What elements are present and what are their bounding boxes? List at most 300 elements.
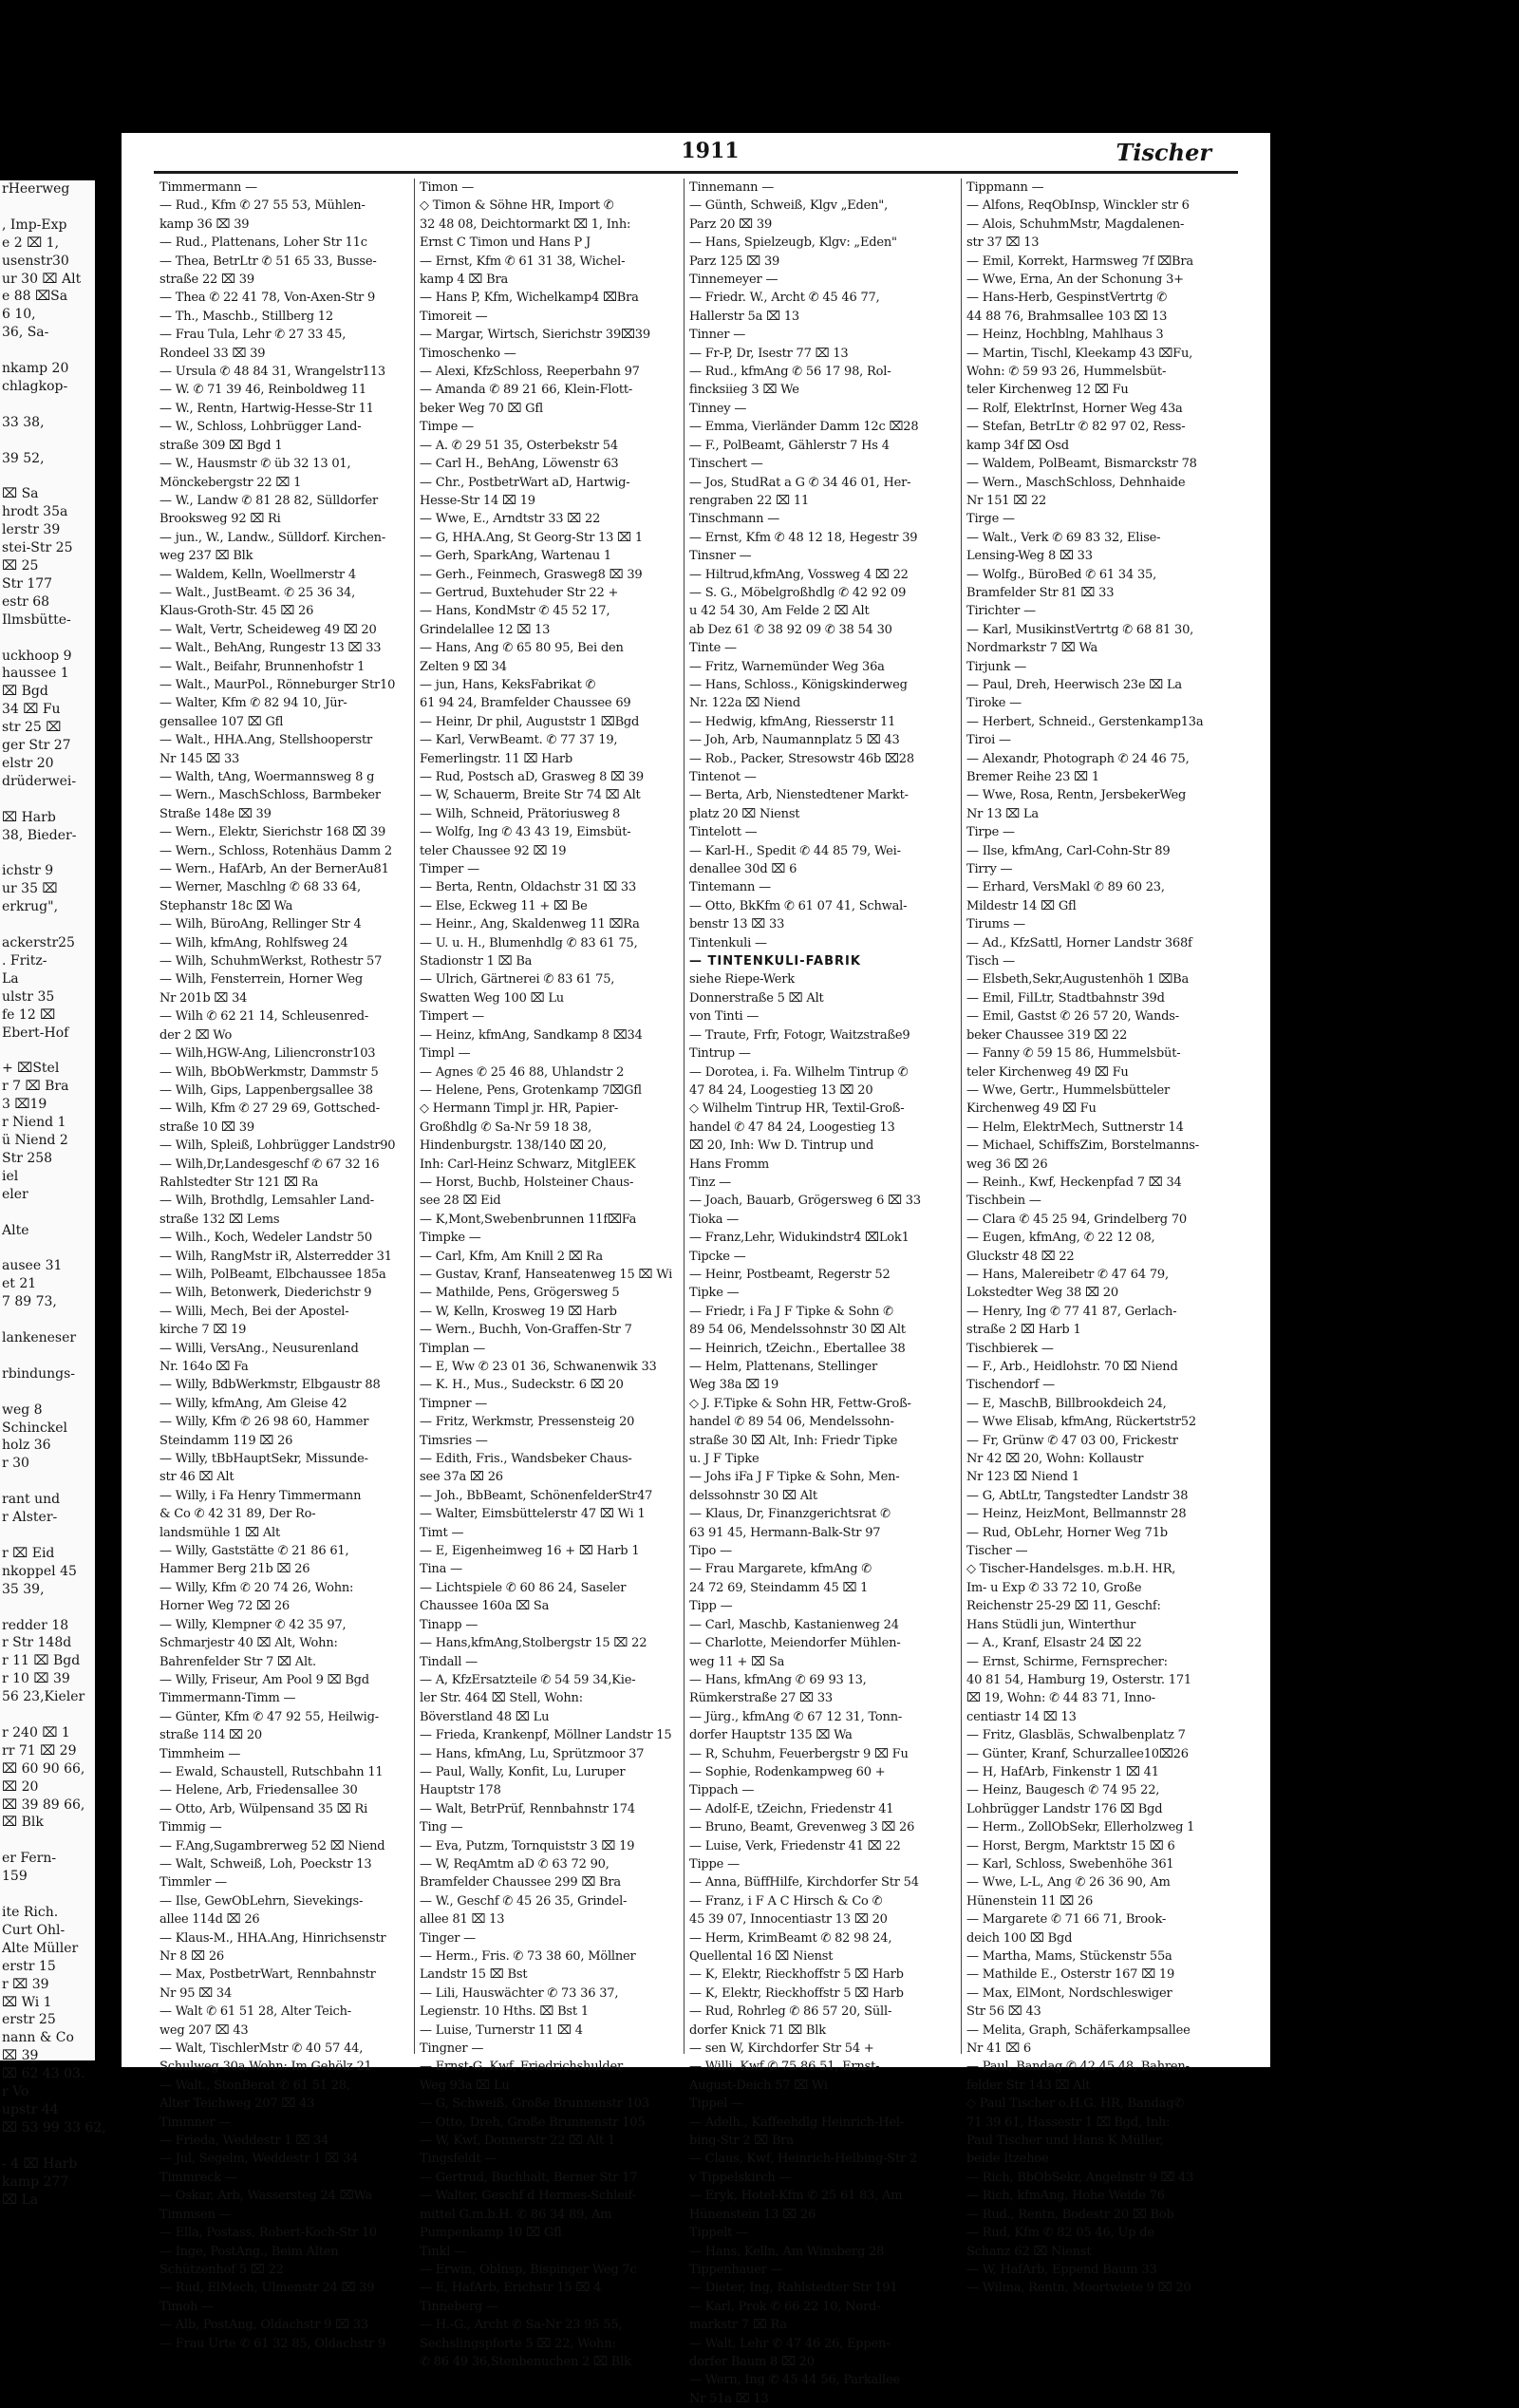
directory-entry-line: Nr 95 ⌧ 34	[159, 1985, 233, 2001]
column-rule	[961, 179, 962, 2054]
directory-entry-line: Nordmarkstr 7 ⌧ Wa	[966, 641, 1098, 656]
directory-entry-line: Quellental 16 ⌧ Nienst	[689, 1949, 834, 1964]
directory-entry-line: beide Itzehoe	[966, 2152, 1049, 2167]
directory-entry-line: 63 91 45, Hermann-Balk-Str 97	[689, 1525, 881, 1540]
directory-entry-line: rengraben 22 ⌧ 11	[689, 493, 810, 508]
directory-entry-line: Tipcke —	[689, 1249, 746, 1264]
directory-entry-line: Tipp —	[689, 1599, 733, 1614]
directory-entry-line: — Traute, Frfr, Fotogr, Waitzstraße9	[689, 1027, 910, 1043]
previous-page-text-fragment: Str 258	[2, 1150, 53, 1166]
directory-entry-line: — Gertrud, Buxtehuder Str 22 +	[420, 585, 619, 600]
directory-entry-line: Hesse-Str 14 ⌧ 19	[420, 493, 535, 508]
running-head: Tischer	[1116, 139, 1211, 166]
directory-entry-line: — Wilh, BbObWerkmstr, Dammstr 5	[159, 1064, 379, 1080]
previous-page-text-fragment: erstr 15	[2, 1958, 56, 1974]
directory-entry-line: Chaussee 160a ⌧ Sa	[420, 1599, 550, 1614]
directory-entry-line: Tinschmann —	[689, 512, 780, 527]
directory-entry-line: Tinger —	[420, 1930, 476, 1946]
directory-entry-line: — Martha, Mams, Stückenstr 55a	[966, 1949, 1172, 1964]
previous-page-text-fragment	[0, 1832, 95, 1850]
directory-entry-line: — Erhard, VersMakl ✆ 89 60 23,	[966, 880, 1165, 895]
directory-entry-line: Tintelott —	[689, 825, 758, 840]
header-rule	[154, 171, 1238, 174]
directory-entry-line: — Herm, KrimBeamt ✆ 82 98 24,	[689, 1930, 892, 1946]
directory-entry-line: ◇ Tischer-Handelsges. m.b.H. HR,	[966, 1562, 1176, 1577]
directory-entry-line: Tinapp —	[420, 1617, 478, 1632]
previous-page-text-fragment: r 10 ⌧ 39	[2, 1671, 70, 1687]
directory-entry-line: Tinsner —	[689, 549, 752, 564]
directory-entry-line: — Walt, Lehr ✆ 47 46 26, Eppen-	[689, 2336, 891, 2351]
directory-entry-line: Sechslingspforte 5 ⌧ 22, Wohn:	[420, 2336, 616, 2351]
previous-page-text-fragment: r ⌧ 39	[2, 1976, 49, 1992]
directory-entry-line: — Wilh, kfmAng, Rohlfsweg 24	[159, 935, 348, 950]
directory-entry-line: siehe Riepe-Werk	[689, 972, 795, 988]
directory-entry-line: — Günter, Kfm ✆ 47 92 55, Heilwig-	[159, 1709, 379, 1724]
directory-entry-line: — Stefan, BetrLtr ✆ 82 97 02, Ress-	[966, 420, 1186, 435]
previous-page-text-fragment: kamp 277	[2, 2173, 69, 2190]
directory-entry-line: Timpke —	[420, 1231, 481, 1246]
directory-entry-line: Inh: Carl-Heinz Schwarz, MitglEEK	[420, 1157, 636, 1172]
directory-entry-line: Schützenhof 5 ⌧ 22	[159, 2262, 284, 2277]
directory-entry-line: — Heinz, Hochblng, Mahlhaus 3	[966, 328, 1164, 343]
previous-page-text-fragment: rHeerweg	[2, 181, 70, 197]
previous-page-text-fragment: ur 30 ⌧ Alt	[2, 271, 82, 287]
previous-page-text-fragment: rbindungs-	[2, 1365, 76, 1382]
directory-column-2	[420, 179, 678, 2369]
directory-entry-line: — Eva, Putzm, Tornquiststr 3 ⌧ 19	[420, 1838, 635, 1853]
directory-entry-line: Rümkerstraße 27 ⌧ 33	[689, 1691, 833, 1706]
previous-page-text-fragment: ⌧ 20	[2, 1778, 39, 1795]
previous-page-text-fragment: 6 10,	[2, 307, 36, 323]
directory-entry-line: — Rich, BbObSekr, Angelnstr 9 ⌧ 43	[966, 2170, 1194, 2185]
directory-entry-line: — Ernst, Kfm ✆ 48 12 18, Hegestr 39	[689, 530, 918, 545]
directory-entry-line: dorfer Knick 71 ⌧ Blk	[689, 2022, 826, 2038]
previous-page-text-fragment: drüderwei-	[2, 773, 77, 789]
directory-entry-line: — Helene, Arb, Friedensallee 30	[159, 1783, 358, 1798]
directory-entry-line: Hammer Berg 21b ⌧ 26	[159, 1562, 310, 1577]
directory-entry-line: — Helene, Pens, Grotenkamp 7⌧Gfl	[420, 1082, 642, 1098]
directory-entry-line: — E, MaschB, Billbrookdeich 24,	[966, 1396, 1167, 1411]
directory-entry-line: — Horst, Buchb, Holsteiner Chaus-	[420, 1175, 634, 1190]
directory-entry-line: — Wilh, BüroAng, Rellinger Str 4	[159, 917, 362, 932]
directory-entry-line: — Gertrud, Buchhalt, Berner Str 17	[420, 2170, 638, 2185]
directory-entry-line: — Frieda, Krankenpf, Möllner Landstr 15	[420, 1728, 672, 1743]
previous-page-text-fragment: ⌧ 39 89 66,	[2, 1797, 85, 1813]
directory-entry-line: — Claus, Kwf, Heinrich-Helbing-Str 2	[689, 2152, 918, 2167]
previous-page-text-fragment: Alte	[2, 1222, 29, 1238]
previous-page-text-fragment: r Niend 1	[2, 1115, 66, 1131]
directory-entry-line: 61 94 24, Bramfelder Chaussee 69	[420, 696, 631, 711]
directory-entry-line: — Willi, VersAng., Neusurenland	[159, 1341, 359, 1356]
directory-entry-line: 40 81 54, Hamburg 19, Osterstr. 171	[966, 1672, 1191, 1687]
directory-entry-line: — F.Ang,Sugambrerweg 52 ⌧ Niend	[159, 1838, 385, 1853]
directory-entry-line: — W., Landw ✆ 81 28 82, Sülldorfer	[159, 493, 379, 508]
directory-entry-line: — Elsbeth,Sekr,Augustenhöh 1 ⌧Ba	[966, 972, 1189, 988]
directory-entry-line: — Adolf-E, tZeichn, Friedenstr 41	[689, 1801, 894, 1816]
directory-entry-line: Nr 151 ⌧ 22	[966, 493, 1047, 508]
directory-entry-line: 24 72 69, Steindamm 45 ⌧ 1	[689, 1580, 869, 1595]
directory-entry-line: — Amanda ✆ 89 21 66, Klein-Flott-	[420, 383, 633, 398]
previous-page-text-fragment: 34 ⌧ Fu	[2, 702, 61, 718]
previous-page-text-fragment: lerstr 39	[2, 522, 61, 538]
directory-entry-line: u. J F Tipke	[689, 1452, 760, 1467]
directory-entry-line: — Walter, Eimsbüttelerstr 47 ⌧ Wi 1	[420, 1507, 646, 1522]
directory-entry-line: straße 10 ⌧ 39	[159, 1119, 254, 1135]
directory-entry-line: straße 30 ⌧ Alt, Inh: Friedr Tipke	[689, 1433, 898, 1448]
directory-entry-line: — Fr-P, Dr, Isestr 77 ⌧ 13	[689, 346, 849, 361]
previous-page-text-fragment: str 25 ⌧	[2, 720, 62, 736]
directory-entry-line: — Wwe, Gertr., Hummelsbütteler	[966, 1082, 1171, 1098]
directory-entry-line: kirche 7 ⌧ 19	[159, 1323, 247, 1338]
directory-entry-line: teler Kirchenweg 12 ⌧ Fu	[966, 383, 1129, 398]
directory-entry-line: — Walt., Beifahr, Brunnenhofstr 1	[159, 659, 366, 674]
previous-page-text-fragment: 159	[2, 1869, 28, 1885]
directory-entry-line: — H.-G., Archt ✆ Sa-Nr 23 95 55,	[420, 2318, 623, 2333]
directory-entry-line: Reichenstr 25-29 ⌧ 11, Geschf:	[966, 1599, 1161, 1614]
previous-page-text-fragment: r Str 148d	[2, 1635, 72, 1651]
directory-entry-line: ✆ 86 49 36,Stenbenuchen 2 ⌧ Blk	[420, 2354, 631, 2369]
directory-entry-line: Timmner —	[159, 2115, 232, 2130]
directory-entry-line: Tinschert —	[689, 457, 763, 472]
directory-entry-line: Grindelallee 12 ⌧ 13	[420, 622, 551, 637]
scan-margin	[1270, 0, 1519, 2067]
directory-entry-line: — A., Kranf, Elsastr 24 ⌧ 22	[966, 1636, 1142, 1651]
previous-page-text-fragment	[0, 198, 95, 216]
directory-entry-line: — Fritz, Warnemünder Weg 36a	[689, 659, 885, 674]
directory-entry-line: — Wilh, Betonwerk, Diederichstr 9	[159, 1286, 372, 1301]
directory-entry-line: — Henry, Ing ✆ 77 41 87, Gerlach-	[966, 1304, 1177, 1319]
directory-entry-line: Lokstedter Weg 38 ⌧ 20	[966, 1286, 1118, 1301]
directory-entry-line: beker Weg 70 ⌧ Gfl	[420, 401, 543, 416]
directory-entry-line: Zelten 9 ⌧ 34	[420, 659, 507, 674]
directory-entry-line: & Co ✆ 42 31 89, Der Ro-	[159, 1507, 316, 1522]
directory-entry-line: — Frieda, Weddestr 1 ⌧ 34	[159, 2134, 329, 2149]
previous-page-text-fragment: nkoppel 45	[2, 1563, 77, 1579]
previous-page-text-fragment: holz 36	[2, 1438, 51, 1454]
directory-entry-line: — Waldem, Kelln, Woellmerstr 4	[159, 567, 356, 582]
directory-entry-line: — Frau Margarete, kfmAng ✆	[689, 1562, 872, 1577]
directory-entry-line: — Karl, Schloss, Swebenhöhe 361	[966, 1856, 1174, 1872]
previous-page-text-fragment: r Alster-	[2, 1510, 58, 1526]
directory-entry-line: — Berta, Arb, Nienstedtener Markt-	[689, 788, 909, 803]
directory-entry-line: Timpl —	[420, 1046, 471, 1062]
directory-entry-line: — TINTENKULI-FABRIK	[689, 954, 861, 969]
directory-entry-line: — Melita, Graph, Schäferkampsallee	[966, 2022, 1191, 2038]
directory-entry-line: weg 237 ⌧ Blk	[159, 549, 253, 564]
directory-entry-line: — Hans-Herb, GespinstVertrtg ✆	[966, 291, 1168, 306]
directory-entry-line: — Wilh, Fensterrein, Horner Weg	[159, 972, 364, 988]
directory-entry-line: Timmler —	[159, 1875, 227, 1891]
directory-entry-line: Tinz —	[689, 1175, 731, 1190]
directory-entry-line: — K, Elektr, Rieckhoffstr 5 ⌧ Harb	[689, 1967, 904, 1983]
directory-entry-line: Lohbrügger Landstr 176 ⌧ Bgd	[966, 1801, 1163, 1816]
directory-entry-line: — Fritz, Glasbläs, Schwalbenplatz 7	[966, 1728, 1186, 1743]
directory-entry-line: — Paul, Wally, Konfit, Lu, Luruper	[420, 1764, 626, 1779]
previous-page-text-fragment: erkrug",	[2, 899, 59, 915]
directory-entry-line: — Hans, Spielzeugb, Klgv: „Eden"	[689, 235, 897, 251]
directory-entry-line: — Wern., MaschSchloss, Dehnhaide	[966, 475, 1186, 490]
directory-entry-line: — Luise, Turnerstr 11 ⌧ 4	[420, 2022, 583, 2038]
directory-entry-line: Großhdlg ✆ Sa-Nr 59 18 38,	[420, 1119, 592, 1135]
directory-entry-line: Bahrenfelder Str 7 ⌧ Alt.	[159, 1654, 316, 1669]
directory-entry-line: — Ella, Postass, Robert-Koch-Str 10	[159, 2226, 377, 2241]
directory-entry-line: benstr 13 ⌧ 33	[689, 917, 785, 932]
directory-entry-line: — Mathilde E., Osterstr 167 ⌧ 19	[966, 1967, 1175, 1983]
directory-entry-line: — Wilh, SchuhmWerkst, Rothestr 57	[159, 954, 383, 969]
directory-entry-line: — Jul, Segelm, Weddestr 1 ⌧ 34	[159, 2152, 359, 2167]
directory-entry-line: — Willy, Kfm ✆ 20 74 26, Wohn:	[159, 1580, 354, 1595]
directory-entry-line: — Hans, Schloss., Königskinderweg	[689, 677, 908, 692]
previous-page-text-fragment: eler	[2, 1186, 28, 1202]
directory-entry-line: Timoh —	[159, 2299, 215, 2314]
directory-entry-line: Im- u Exp ✆ 33 72 10, Große	[966, 1580, 1142, 1595]
directory-entry-line: — Gerh, SparkAng, Wartenau 1	[420, 549, 611, 564]
directory-entry-line: denallee 30d ⌧ 6	[689, 862, 797, 877]
directory-entry-line: — Emil, Gastst ✆ 26 57 20, Wands-	[966, 1009, 1179, 1025]
directory-entry-line: delssohnstr 30 ⌧ Alt	[689, 1488, 817, 1503]
directory-entry-line: Tischendorf —	[966, 1378, 1055, 1393]
directory-entry-line: — Hans, kfmAng, Lu, Sprützmoor 37	[420, 1746, 645, 1761]
directory-entry-line: Nr 41 ⌧ 6	[966, 2041, 1031, 2057]
directory-entry-line: — Willi, Mech, Bei der Apostel-	[159, 1304, 349, 1319]
directory-entry-line: centiastr 14 ⌧ 13	[966, 1709, 1077, 1724]
directory-entry-line: Timon —	[420, 180, 475, 195]
previous-page-text-fragment: 38, Bieder-	[2, 827, 77, 843]
previous-page-text-fragment	[0, 1043, 95, 1061]
directory-entry-line: Parz 20 ⌧ 39	[689, 216, 773, 232]
directory-entry-line: — Joh, Arb, Naumannplatz 5 ⌧ 43	[689, 733, 900, 748]
directory-entry-line: bing-Str 2 ⌧ Bra	[689, 2134, 794, 2149]
previous-page-text-fragment	[0, 1383, 95, 1402]
directory-entry-line: — Th., Maschb., Stillberg 12	[159, 309, 333, 324]
directory-entry-line: landsmühle 1 ⌧ Alt	[159, 1525, 281, 1540]
directory-entry-line: — Ernst, Kfm ✆ 61 31 38, Wichel-	[420, 254, 626, 269]
directory-entry-line: ◇ J. F.Tipke & Sohn HR, Fettw-Groß-	[689, 1396, 911, 1411]
directory-entry-line: Horner Weg 72 ⌧ 26	[159, 1599, 290, 1614]
previous-page-text-fragment: iel	[2, 1168, 19, 1184]
directory-entry-line: — Carl, Maschb, Kastanienweg 24	[689, 1617, 899, 1632]
directory-entry-line: Timmheim —	[159, 1746, 241, 1761]
directory-entry-line: Bramfelder Chaussee 299 ⌧ Bra	[420, 1875, 621, 1891]
directory-entry-line: ab Dez 61 ✆ 38 92 09 ✆ 38 54 30	[689, 622, 892, 637]
directory-entry-line: Tirums —	[966, 917, 1025, 932]
directory-entry-line: — Alois, SchuhmMstr, Magdalenen-	[966, 216, 1185, 232]
directory-entry-line: — Emma, Vierländer Damm 12c ⌧28	[689, 420, 919, 435]
directory-entry-line: Tirjunk —	[966, 659, 1027, 674]
previous-page-text-fragment	[0, 630, 95, 648]
previous-page-text-fragment: r 30	[2, 1456, 29, 1472]
directory-entry-line: — Wilh,HGW-Ang, Liliencronstr103	[159, 1046, 376, 1062]
directory-entry-line: teler Chaussee 92 ⌧ 19	[420, 843, 567, 858]
previous-page-text-fragment: nann & Co	[2, 2030, 74, 2046]
directory-entry-line: — Helm, Plattenans, Stellinger	[689, 1360, 878, 1374]
directory-entry-line: — Walt, BetrPrüf, Rennbahnstr 174	[420, 1801, 635, 1816]
directory-entry-line: — U. u. H., Blumenhdlg ✆ 83 61 75,	[420, 935, 638, 950]
directory-entry-line: — Hans P, Kfm, Wichelkamp4 ⌧Bra	[420, 291, 639, 306]
previous-page-text-fragment: 36, Sa-	[2, 325, 49, 341]
directory-entry-line: — Friedr. W., Archt ✆ 45 46 77,	[689, 291, 880, 306]
directory-entry-line: 47 84 24, Loogestieg 13 ⌧ 20	[689, 1082, 873, 1098]
directory-entry-line: Tischer —	[966, 1544, 1028, 1559]
directory-entry-line: dorfer Hauptstr 135 ⌧ Wa	[689, 1728, 853, 1743]
directory-entry-line: — Jos, StudRat a G ✆ 34 46 01, Her-	[689, 475, 911, 490]
directory-entry-line: deich 100 ⌧ Bgd	[966, 1930, 1073, 1946]
previous-page-text-fragment: . Fritz-	[2, 952, 47, 969]
directory-page	[122, 133, 1270, 2406]
directory-entry-line: Timmig —	[159, 1820, 222, 1835]
directory-entry-line: teler Kirchenweg 49 ⌧ Fu	[966, 1064, 1129, 1080]
directory-entry-line: — Frau Urte ✆ 61 32 85, Oldachstr 9	[159, 2336, 386, 2351]
directory-entry-line: — W, HafArb, Eppend Baum 33	[966, 2262, 1157, 2277]
directory-entry-line: — Willy, tBbHauptSekr, Missunde-	[159, 1452, 368, 1467]
directory-entry-line: — Wilh ✆ 62 21 14, Schleusenred-	[159, 1009, 369, 1025]
directory-entry-line: — Carl H., BehAng, Löwenstr 63	[420, 457, 619, 472]
directory-entry-line: Tingsfeldt —	[420, 2152, 497, 2167]
directory-entry-line: — Rud, Postsch aD, Grasweg 8 ⌧ 39	[420, 770, 645, 784]
directory-entry-line: Tiroke —	[966, 696, 1022, 711]
directory-entry-line: Tinnemeyer —	[689, 273, 778, 288]
directory-entry-line: ler Str. 464 ⌧ Stell, Wohn:	[420, 1691, 583, 1706]
directory-entry-line: Nr. 122a ⌧ Niend	[689, 696, 800, 711]
directory-entry-line: — Walt., BehAng, Rungestr 13 ⌧ 33	[159, 641, 382, 656]
directory-entry-line: — Walt, TischlerMstr ✆ 40 57 44,	[159, 2041, 364, 2057]
previous-page-text-fragment: + ⌧Stel	[2, 1061, 60, 1077]
directory-entry-line: — Alb, PostAng, Oldachstr 9 ⌧ 33	[159, 2318, 368, 2333]
directory-entry-line: weg 207 ⌧ 43	[159, 2022, 249, 2038]
directory-entry-line: — Dieter, Ing, Rahlstedter Str 191	[689, 2281, 898, 2296]
previous-page-text-fragment: r ⌧ Eid	[2, 1545, 55, 1561]
directory-entry-line: Timmreck —	[159, 2170, 237, 2185]
directory-entry-line: allee 81 ⌧ 13	[420, 1912, 505, 1928]
directory-entry-line: — Clara ✆ 45 25 94, Grindelberg 70	[966, 1212, 1187, 1227]
directory-entry-line: — Margar, Wirtsch, Sierichstr 39⌧39	[420, 328, 650, 343]
directory-entry-line: handel ✆ 89 54 06, Mendelssohn-	[689, 1415, 894, 1430]
previous-page-text-fragment: 39 52,	[2, 450, 45, 466]
directory-entry-line: Rahlstedter Str 121 ⌧ Ra	[159, 1175, 319, 1190]
directory-entry-line: Tindall —	[420, 1654, 478, 1669]
directory-entry-line: Brooksweg 92 ⌧ Ri	[159, 512, 281, 527]
directory-entry-line: Tintenot —	[689, 770, 757, 784]
directory-entry-line: Lensing-Weg 8 ⌧ 33	[966, 549, 1093, 564]
directory-entry-line: Timmermann —	[159, 180, 257, 195]
directory-entry-line: — Rud., Rentn, Bodestr 20 ⌧ Bob	[966, 2207, 1174, 2222]
directory-entry-line: — Charlotte, Meiendorfer Mühlen-	[689, 1636, 901, 1651]
directory-entry-line: — Wern., Elektr, Sierichstr 168 ⌧ 39	[159, 825, 386, 840]
previous-page-text-fragment: et 21	[2, 1276, 37, 1292]
directory-entry-line: — Emil, Korrekt, Harmsweg 7f ⌧Bra	[966, 254, 1193, 269]
previous-page-text-fragment: Alte Müller	[2, 1940, 79, 1956]
directory-entry-line: Tipo —	[689, 1544, 732, 1559]
directory-entry-line: — Max, ElMont, Nordschleswiger	[966, 1985, 1172, 2001]
directory-entry-line: Mildestr 14 ⌧ Gfl	[966, 898, 1077, 913]
page-number: 1911	[681, 139, 740, 163]
previous-page-text-fragment: chlagkop-	[2, 378, 68, 394]
directory-entry-line: Tingner —	[420, 2041, 484, 2057]
previous-page-text-fragment: ü Niend 2	[2, 1133, 68, 1149]
directory-entry-line: Bremer Reihe 23 ⌧ 1	[966, 770, 1099, 784]
previous-page-text-fragment: 7 89 73,	[2, 1294, 57, 1310]
directory-entry-line: Tischbein —	[966, 1194, 1041, 1209]
directory-entry-line: Tippenhauer —	[689, 2262, 783, 2277]
directory-entry-line: — Heinz, kfmAng, Sandkamp 8 ⌧34	[420, 1027, 643, 1043]
directory-entry-line: — Thea, BetrLtr ✆ 51 65 33, Busse-	[159, 254, 377, 269]
directory-entry-line: Tischbierek —	[966, 1341, 1054, 1356]
directory-entry-line: Ernst C Timon und Hans P J	[420, 235, 591, 251]
previous-page-text-fragment: r 240 ⌧ 1	[2, 1724, 70, 1740]
directory-entry-line: Nr 13 ⌧ La	[966, 806, 1039, 821]
directory-entry-line: — sen W, Kirchdorfer Str 54 +	[689, 2041, 874, 2057]
directory-entry-line: — Bruno, Beamt, Grevenweg 3 ⌧ 26	[689, 1820, 915, 1835]
directory-entry-line: — W, ReqAmtm aD ✆ 63 72 90,	[420, 1856, 609, 1872]
directory-entry-line: — Thea ✆ 22 41 78, Von-Axen-Str 9	[159, 291, 376, 306]
directory-entry-line: see 28 ⌧ Eid	[420, 1194, 501, 1209]
directory-entry-line: — Heinr, Postbeamt, Regerstr 52	[689, 1267, 891, 1282]
previous-page-text-fragment	[0, 791, 95, 809]
directory-entry-line: — Walt., JustBeamt. ✆ 25 36 34,	[159, 585, 356, 600]
directory-entry-line: Nr 42 ⌧ 20, Wohn: Kollaustr	[966, 1452, 1144, 1467]
previous-page-text-fragment: ⌧ La	[2, 2192, 39, 2208]
directory-entry-line: Timoschenko —	[420, 346, 516, 361]
directory-entry-line: — Günth, Schweiß, Klgv „Eden",	[689, 198, 889, 214]
directory-entry-line: — Dorotea, i. Fa. Wilhelm Tintrup ✆	[689, 1064, 909, 1080]
previous-page-text-fragment: ⌧ Bgd	[2, 684, 48, 700]
previous-page-text-fragment: ⌧ Harb	[2, 809, 56, 825]
directory-entry-line: — Rud., Kfm ✆ 27 55 53, Mühlen-	[159, 198, 366, 214]
directory-entry-line: — Sophie, Rodenkampweg 60 +	[689, 1764, 886, 1779]
directory-entry-line: Tisch —	[966, 954, 1015, 969]
previous-page-text-fragment: e 88 ⌧Sa	[2, 289, 68, 305]
directory-entry-line: Tioka —	[689, 1212, 740, 1227]
directory-entry-line: — Willi, Kwf ✆ 75 86 51, Ernst-	[689, 2060, 880, 2075]
directory-entry-line: Schulweg 30a,Wohn: Im Gehölz 21	[159, 2060, 372, 2075]
directory-entry-line: Tinney —	[689, 401, 747, 416]
directory-entry-line: — Rud, Rohrleg ✆ 86 57 20, Süll-	[689, 2004, 892, 2020]
directory-entry-line: Stephanstr 18c ⌧ Wa	[159, 898, 293, 913]
previous-page-text-fragment	[0, 1706, 95, 1724]
directory-entry-line: Gluckstr 48 ⌧ 22	[966, 1249, 1075, 1264]
previous-page-text-fragment: ⌧ 62 43 03.	[2, 2066, 85, 2082]
directory-entry-line: dorfer Baum 8 ⌧ 20	[689, 2354, 815, 2369]
directory-entry-line: — Günter, Kranf, Schurzallee10⌧26	[966, 1746, 1189, 1761]
directory-entry-line: 71 39 61, Hassestr 1 ⌧ Bgd, Inh:	[966, 2115, 1171, 2130]
directory-entry-line: Timt —	[420, 1525, 464, 1540]
directory-entry-line: Donnerstraße 5 ⌧ Alt	[689, 990, 824, 1006]
previous-page-text-fragment: er Fern-	[2, 1851, 57, 1867]
previous-page-text-fragment	[0, 916, 95, 934]
directory-entry-line: — Klaus, Dr, Finanzgerichtsrat ✆	[689, 1507, 891, 1522]
directory-entry-line: Timsries —	[420, 1433, 488, 1448]
directory-entry-line: Ting —	[420, 1820, 463, 1835]
directory-entry-line: — Walt., MaurPol., Rönneburger Str10	[159, 677, 396, 692]
directory-entry-line: — Rich, kfmAng, Hohe Weide 76	[966, 2189, 1165, 2204]
directory-entry-line: — Wwe, Rosa, Rentn, JersbekerWeg	[966, 788, 1187, 803]
directory-entry-line: Timper —	[420, 862, 479, 877]
previous-page-text-fragment: hrodt 35a	[2, 504, 68, 520]
directory-entry-line: — K,Mont,Swebenbrunnen 11f⌧Fa	[420, 1212, 637, 1227]
directory-entry-line: — Walter, Kfm ✆ 82 94 10, Jür-	[159, 696, 347, 711]
directory-entry-line: Tinner —	[689, 328, 746, 343]
previous-page-text-fragment: r 11 ⌧ Bgd	[2, 1653, 81, 1669]
directory-entry-line: Tippmann —	[966, 180, 1044, 195]
directory-entry-line: von Tinti —	[689, 1009, 760, 1025]
directory-entry-line: Tiroi —	[966, 733, 1011, 748]
previous-page-text-fragment: ger Str 27	[2, 738, 71, 754]
directory-entry-line: — Eugen, kfmAng, ✆ 22 12 08,	[966, 1231, 1155, 1246]
directory-entry-line: kamp 4 ⌧ Bra	[420, 273, 509, 288]
previous-page-text-fragment: ⌧ 53 99 33 62,	[2, 2119, 106, 2135]
previous-page-text-fragment: ur 35 ⌧	[2, 881, 58, 897]
previous-page-text-fragment: ⌧ 25	[2, 558, 39, 574]
